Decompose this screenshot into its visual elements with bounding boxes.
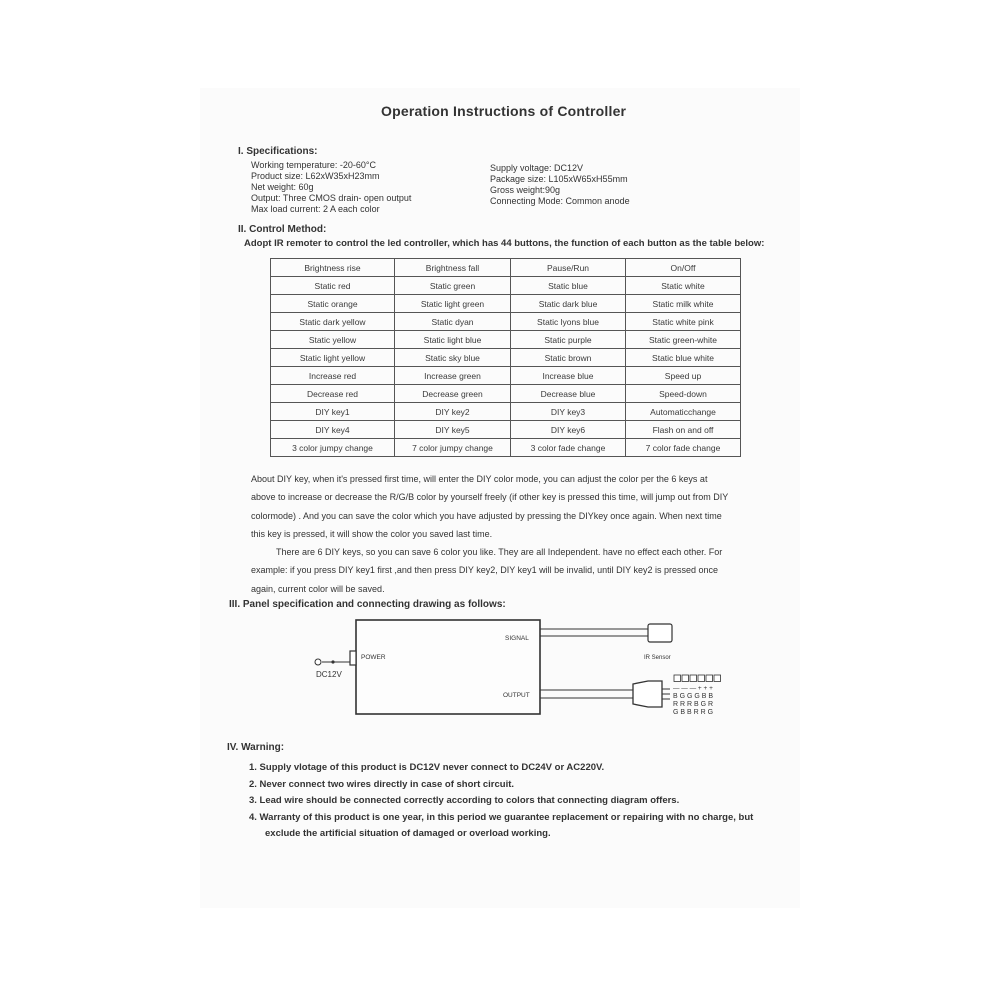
table-row [271, 295, 741, 313]
table-row [271, 313, 741, 331]
table-cell: DIY key1 [271, 403, 395, 421]
ir-sensor-label: IR Sensor [644, 655, 671, 661]
warning-item: 3. Lead wire should be connected correctly according to colors that connecting diagram offers. [249, 795, 680, 806]
table-cell: Static dark blue [511, 295, 626, 313]
table-cell: Static green-white [626, 331, 741, 349]
table-cell: 7 color fade change [626, 439, 741, 457]
warning-item: exclude the artificial situation of damaged or overload working. [265, 828, 551, 839]
table-cell: Static red [271, 277, 395, 295]
pin-box [714, 675, 721, 682]
table-cell: Decrease green [395, 385, 511, 403]
pin-box [706, 675, 713, 682]
panel-heading: III. Panel specification and connecting drawing as follows: [229, 599, 506, 610]
table-row [271, 421, 741, 439]
pin-row: R R R B G R [673, 701, 714, 708]
table-cell: DIY key5 [395, 421, 511, 439]
signal-label: SIGNAL [505, 635, 529, 642]
pin-box [682, 675, 689, 682]
pin-row: G B B R R G [673, 709, 714, 716]
pin-box [674, 675, 681, 682]
spec-item: Gross weight:90g [490, 185, 561, 195]
warning-item: 4. Warranty of this product is one year, in this period we guarantee replacement or repairing with no charge, but [249, 811, 754, 823]
table-cell: Automaticchange [626, 403, 741, 421]
spec-item: Product size: L62xW35xH23mm [251, 171, 380, 181]
paragraph-line: There are 6 DIY keys, so you can save 6 color you like. They are all Independent. have no effect each other. For [276, 547, 723, 558]
paragraph-line: above to increase or decrease the R/G/B color by yourself freely (if other key is pressed this time, will jump out from DIY [251, 492, 729, 503]
pin-row: — — — + + + [673, 685, 713, 692]
table-cell: Static green [395, 277, 511, 295]
table-row [271, 331, 741, 349]
diy-key-paragraph [251, 470, 728, 598]
table-row [271, 277, 741, 295]
table-cell: Flash on and off [626, 421, 741, 439]
pin-box [690, 675, 697, 682]
power-plug-pin [331, 660, 334, 663]
table-row [271, 403, 741, 421]
table-row [271, 349, 741, 367]
table-cell: Brightness rise [271, 259, 395, 277]
table-cell: Speed up [626, 367, 741, 385]
table-cell: Pause/Run [511, 259, 626, 277]
paragraph-line: colormode) . And you can save the color which you have adjusted by pressing the DIYkey once again. When next time [251, 510, 722, 521]
table-cell: 3 color jumpy change [271, 439, 395, 457]
warning-item: 1. Supply vlotage of this product is DC12V never connect to DC24V or AC220V. [249, 762, 605, 773]
warning-item: 2. Never connect two wires directly in case of short circuit. [249, 778, 515, 790]
table-row [271, 439, 741, 457]
power-label: POWER [361, 654, 386, 661]
page-title: Operation Instructions of Controller [381, 103, 627, 119]
table-cell: Increase red [271, 367, 395, 385]
table-cell: 7 color jumpy change [395, 439, 511, 457]
table-cell: On/Off [626, 259, 741, 277]
spec-item: Supply voltage: DC12V [490, 163, 584, 173]
table-cell: DIY key3 [511, 403, 626, 421]
table-cell: Increase green [395, 367, 511, 385]
table-cell: Static dyan [395, 313, 511, 331]
table-cell: Speed-down [626, 385, 741, 403]
table-cell: Static blue white [626, 349, 741, 367]
warning-list [249, 760, 753, 843]
spec-item: Output: Three CMOS drain- open output [251, 193, 412, 203]
table-cell: Decrease red [271, 385, 395, 403]
paragraph-line: About DIY key, when it's pressed first time, will enter the DIY color mode, you can adjust the color per the 6 keys at [251, 474, 708, 484]
pin-row: B G G G B B [673, 693, 714, 700]
table-cell: DIY key2 [395, 403, 511, 421]
button-function-table [270, 258, 741, 457]
table-cell: Static white [626, 277, 741, 295]
table-cell: Static brown [511, 349, 626, 367]
table-cell: Brightness fall [395, 259, 511, 277]
table-cell: Static blue [511, 277, 626, 295]
paragraph-line: this key is pressed, it will show the color you saved last time. [251, 528, 493, 539]
table-cell: Static white pink [626, 313, 741, 331]
output-connector [633, 681, 662, 707]
table-cell: Static light green [395, 295, 511, 313]
spec-item: Net weight: 60g [251, 182, 314, 192]
spec-item: Working temperature: -20-60°C [251, 160, 376, 170]
table-row [271, 385, 741, 403]
connection-diagram [300, 612, 740, 724]
specs-left-list [251, 160, 411, 215]
pin-box [698, 675, 705, 682]
power-jack [350, 651, 356, 665]
table-cell: Increase blue [511, 367, 626, 385]
table-cell: Decrease blue [511, 385, 626, 403]
table-cell: Static yellow [271, 331, 395, 349]
spec-item: Max load current: 2 A each color [251, 204, 380, 214]
table-cell: Static dark yellow [271, 313, 395, 331]
control-method-heading: II. Control Method: [238, 224, 327, 235]
table-cell: Static lyons blue [511, 313, 626, 331]
table-cell: 3 color fade change [511, 439, 626, 457]
paragraph-line: again, current color will be saved. [251, 583, 385, 594]
paragraph-line: example: if you press DIY key1 first ,and then press DIY key2, DIY key1 will be invalid, until DIY key2 is pressed once [251, 565, 719, 576]
spec-item: Package size: L105xW65xH55mm [490, 174, 628, 184]
table-row [271, 367, 741, 385]
table-cell: Static purple [511, 331, 626, 349]
table-cell: Static light blue [395, 331, 511, 349]
warning-heading: IV. Warning: [227, 742, 285, 753]
table-cell: Static orange [271, 295, 395, 313]
table-cell: DIY key4 [271, 421, 395, 439]
ir-sensor-head [648, 624, 672, 642]
output-label: OUTPUT [503, 692, 530, 699]
table-cell: Static light yellow [271, 349, 395, 367]
dc12v-label: DC12V [316, 670, 342, 679]
table-cell: Static sky blue [395, 349, 511, 367]
specifications-heading: I. Specifications: [238, 146, 318, 157]
table-row [271, 259, 741, 277]
power-plug-terminal [315, 659, 321, 665]
table-cell: DIY key6 [511, 421, 626, 439]
specs-right-list [490, 163, 630, 207]
table-cell: Static milk white [626, 295, 741, 313]
control-intro: Adopt IR remoter to control the led controller, which has 44 buttons, the function of each button as the table below: [244, 238, 765, 249]
spec-item: Connecting Mode: Common anode [490, 196, 630, 206]
